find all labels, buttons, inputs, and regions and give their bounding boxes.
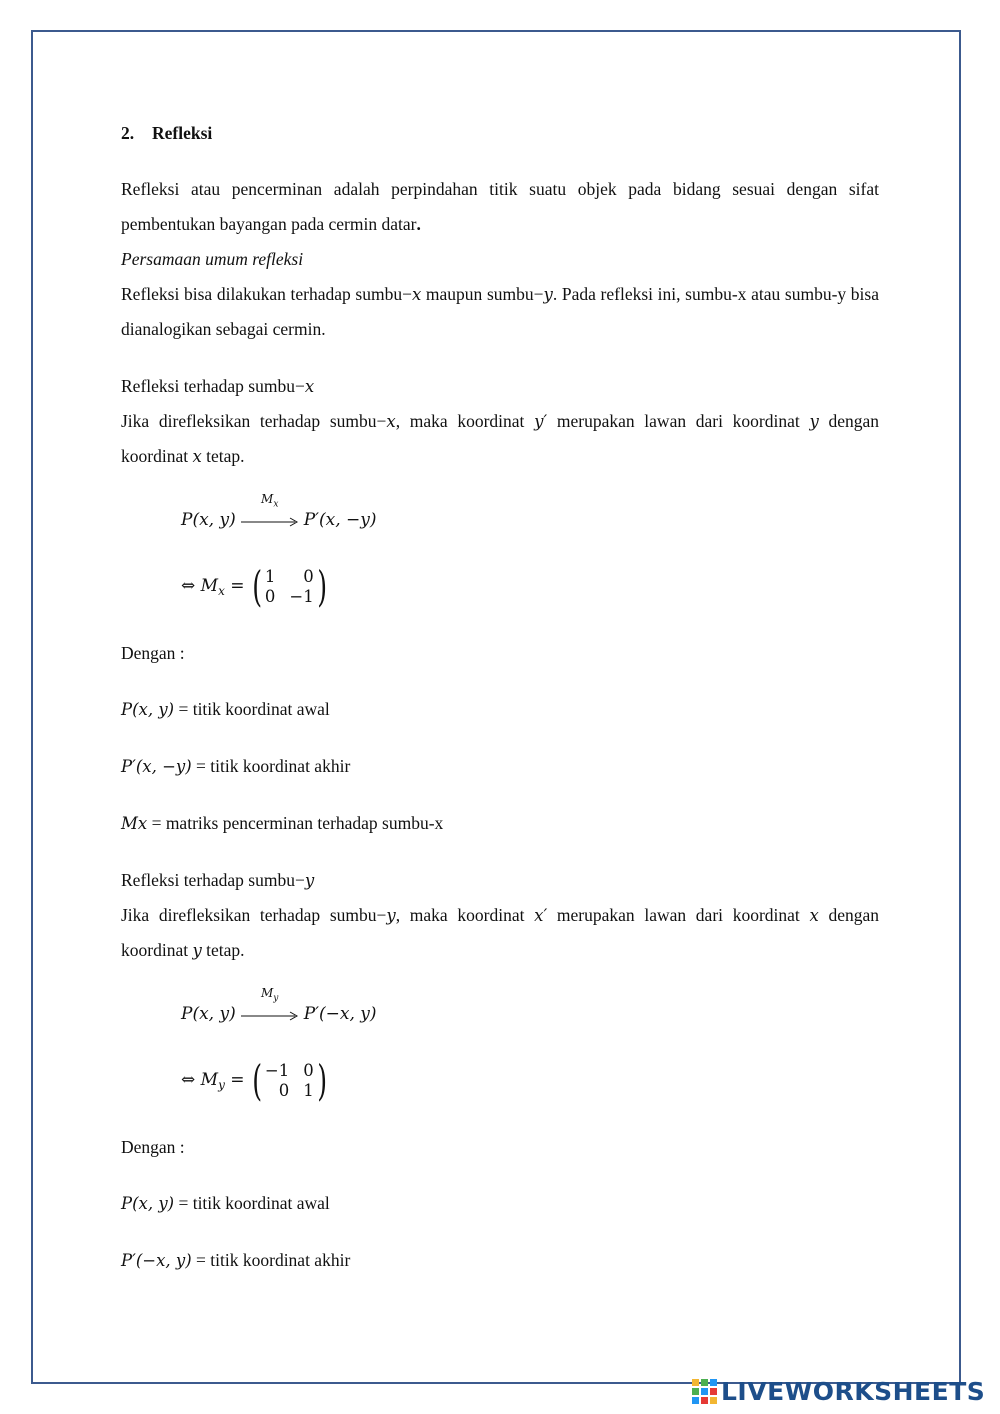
intro-text: Refleksi atau pencerminan adalah perpindahan titik suatu objek pada bidang sesuai dengan sifat pembentukan bayangan pada cermin datar	[121, 179, 879, 234]
logo-text: LIVEWORKSHEETS	[721, 1376, 986, 1406]
refleksi-x-matrix	[181, 562, 330, 611]
text: . Pada refleksi ini, sumbu-x atau sumbu-y bisa dianalogikan sebagai cermin.	[121, 284, 879, 339]
text: merupakan lawan dari koordinat	[547, 905, 810, 925]
def-text: = matriks pencerminan terhadap sumbu-x	[147, 813, 444, 833]
refleksi-y-description	[121, 898, 879, 968]
text: merupakan lawan dari koordinat	[547, 411, 810, 431]
matrix-cell: 1	[303, 1081, 314, 1100]
matrix-cell: −1	[289, 587, 314, 606]
arrow-icon	[241, 517, 299, 527]
text: dengan koordinat	[121, 905, 880, 960]
matrix-sub: y	[218, 1077, 225, 1092]
matrix-cell: −1	[264, 1061, 290, 1080]
arrow-label: M	[261, 986, 274, 1001]
text: tetap.	[201, 940, 245, 960]
text: Refleksi terhadap sumbu−	[121, 870, 305, 890]
math-var: x	[386, 412, 396, 431]
math-var: x	[411, 285, 422, 304]
math-var: y	[192, 941, 202, 960]
subtitle: Persamaan umum refleksi	[121, 249, 304, 269]
def-symbol: P′(x, −y)	[121, 757, 192, 776]
def-text: = titik koordinat akhir	[191, 1250, 351, 1270]
formula-left: P(x, y)	[181, 510, 236, 530]
text: , maka koordinat	[395, 905, 535, 925]
math-var: y′	[534, 412, 548, 431]
equals: =	[224, 1069, 245, 1090]
refleksi-y-mapping	[181, 986, 377, 1025]
refleksi-x-title	[121, 374, 314, 399]
def-symbol: Mx	[121, 814, 148, 833]
mapping-arrow	[241, 492, 299, 531]
refleksi-y-title	[121, 868, 314, 893]
logo-mark-icon	[692, 1379, 717, 1404]
refleksi-x-def-1	[121, 697, 330, 722]
refleksi-y-def-1	[121, 1191, 330, 1216]
def-symbol: P(x, y)	[121, 700, 175, 719]
arrow-label: M	[261, 492, 274, 507]
def-text: = titik koordinat awal	[174, 1193, 330, 1213]
equals: =	[224, 575, 245, 596]
matrix-label: ⇔ M	[181, 575, 219, 596]
refleksi-y-matrix	[181, 1056, 330, 1105]
matrix: ( 1 0 0 −1 )	[251, 562, 327, 611]
matrix-sub: x	[218, 583, 225, 598]
text: Jika direfleksikan terhadap sumbu−	[121, 905, 387, 925]
text: dengan koordinat	[121, 411, 879, 466]
formula-left: P(x, y)	[181, 1004, 236, 1024]
math-var: y	[809, 412, 819, 431]
math-var: x	[809, 906, 819, 925]
math-var: y	[543, 285, 553, 304]
arrow-icon	[241, 1011, 299, 1021]
math-var: x	[304, 377, 315, 396]
refleksi-x-def-2	[121, 754, 350, 779]
intro-paragraph	[121, 172, 879, 242]
def-text: = titik koordinat awal	[174, 699, 330, 719]
math-var: y	[386, 906, 396, 925]
arrow-sub: x	[273, 499, 279, 510]
matrix-cell: 1	[264, 567, 276, 586]
refleksi-y-def-2	[121, 1248, 350, 1273]
section-number: 2.	[121, 123, 135, 143]
def-symbol: P(x, y)	[121, 1194, 175, 1213]
formula-right: P′(−x, y)	[303, 1004, 377, 1024]
def-text: = titik koordinat akhir	[191, 756, 351, 776]
matrix-label: ⇔ M	[181, 1069, 219, 1090]
matrix-cell: 0	[264, 587, 276, 606]
refleksi-x-mapping	[181, 492, 377, 531]
liveworksheets-logo[interactable]	[692, 1376, 985, 1406]
formula-right: P′(x, −y)	[303, 510, 377, 530]
matrix-cell: 0	[303, 567, 314, 586]
text: Jika direfleksikan terhadap sumbu−	[121, 411, 387, 431]
refleksi-x-description	[121, 404, 879, 474]
section-heading	[121, 121, 212, 145]
text: Refleksi terhadap sumbu−	[121, 376, 305, 396]
intro-paragraph-2	[121, 277, 879, 347]
matrix: ( −1 0 0 1 )	[251, 1056, 327, 1105]
intro-end: .	[416, 214, 421, 234]
refleksi-y-dengan: Dengan :	[121, 1137, 185, 1157]
math-var: y	[304, 871, 315, 890]
arrow-sub: y	[273, 993, 279, 1004]
matrix-cell: 0	[303, 1061, 314, 1080]
def-symbol: P′(−x, y)	[121, 1251, 192, 1270]
matrix-cell: 0	[278, 1081, 290, 1100]
section-title: Refleksi	[152, 123, 213, 143]
text: Refleksi bisa dilakukan terhadap sumbu−	[121, 284, 412, 304]
math-var: x	[192, 447, 202, 466]
refleksi-x-dengan: Dengan :	[121, 643, 185, 663]
text: tetap.	[201, 446, 245, 466]
math-var: x′	[534, 906, 548, 925]
text: maupun sumbu−	[421, 284, 544, 304]
mapping-arrow	[241, 986, 299, 1025]
refleksi-x-def-3	[121, 811, 443, 836]
text: , maka koordinat	[395, 411, 535, 431]
